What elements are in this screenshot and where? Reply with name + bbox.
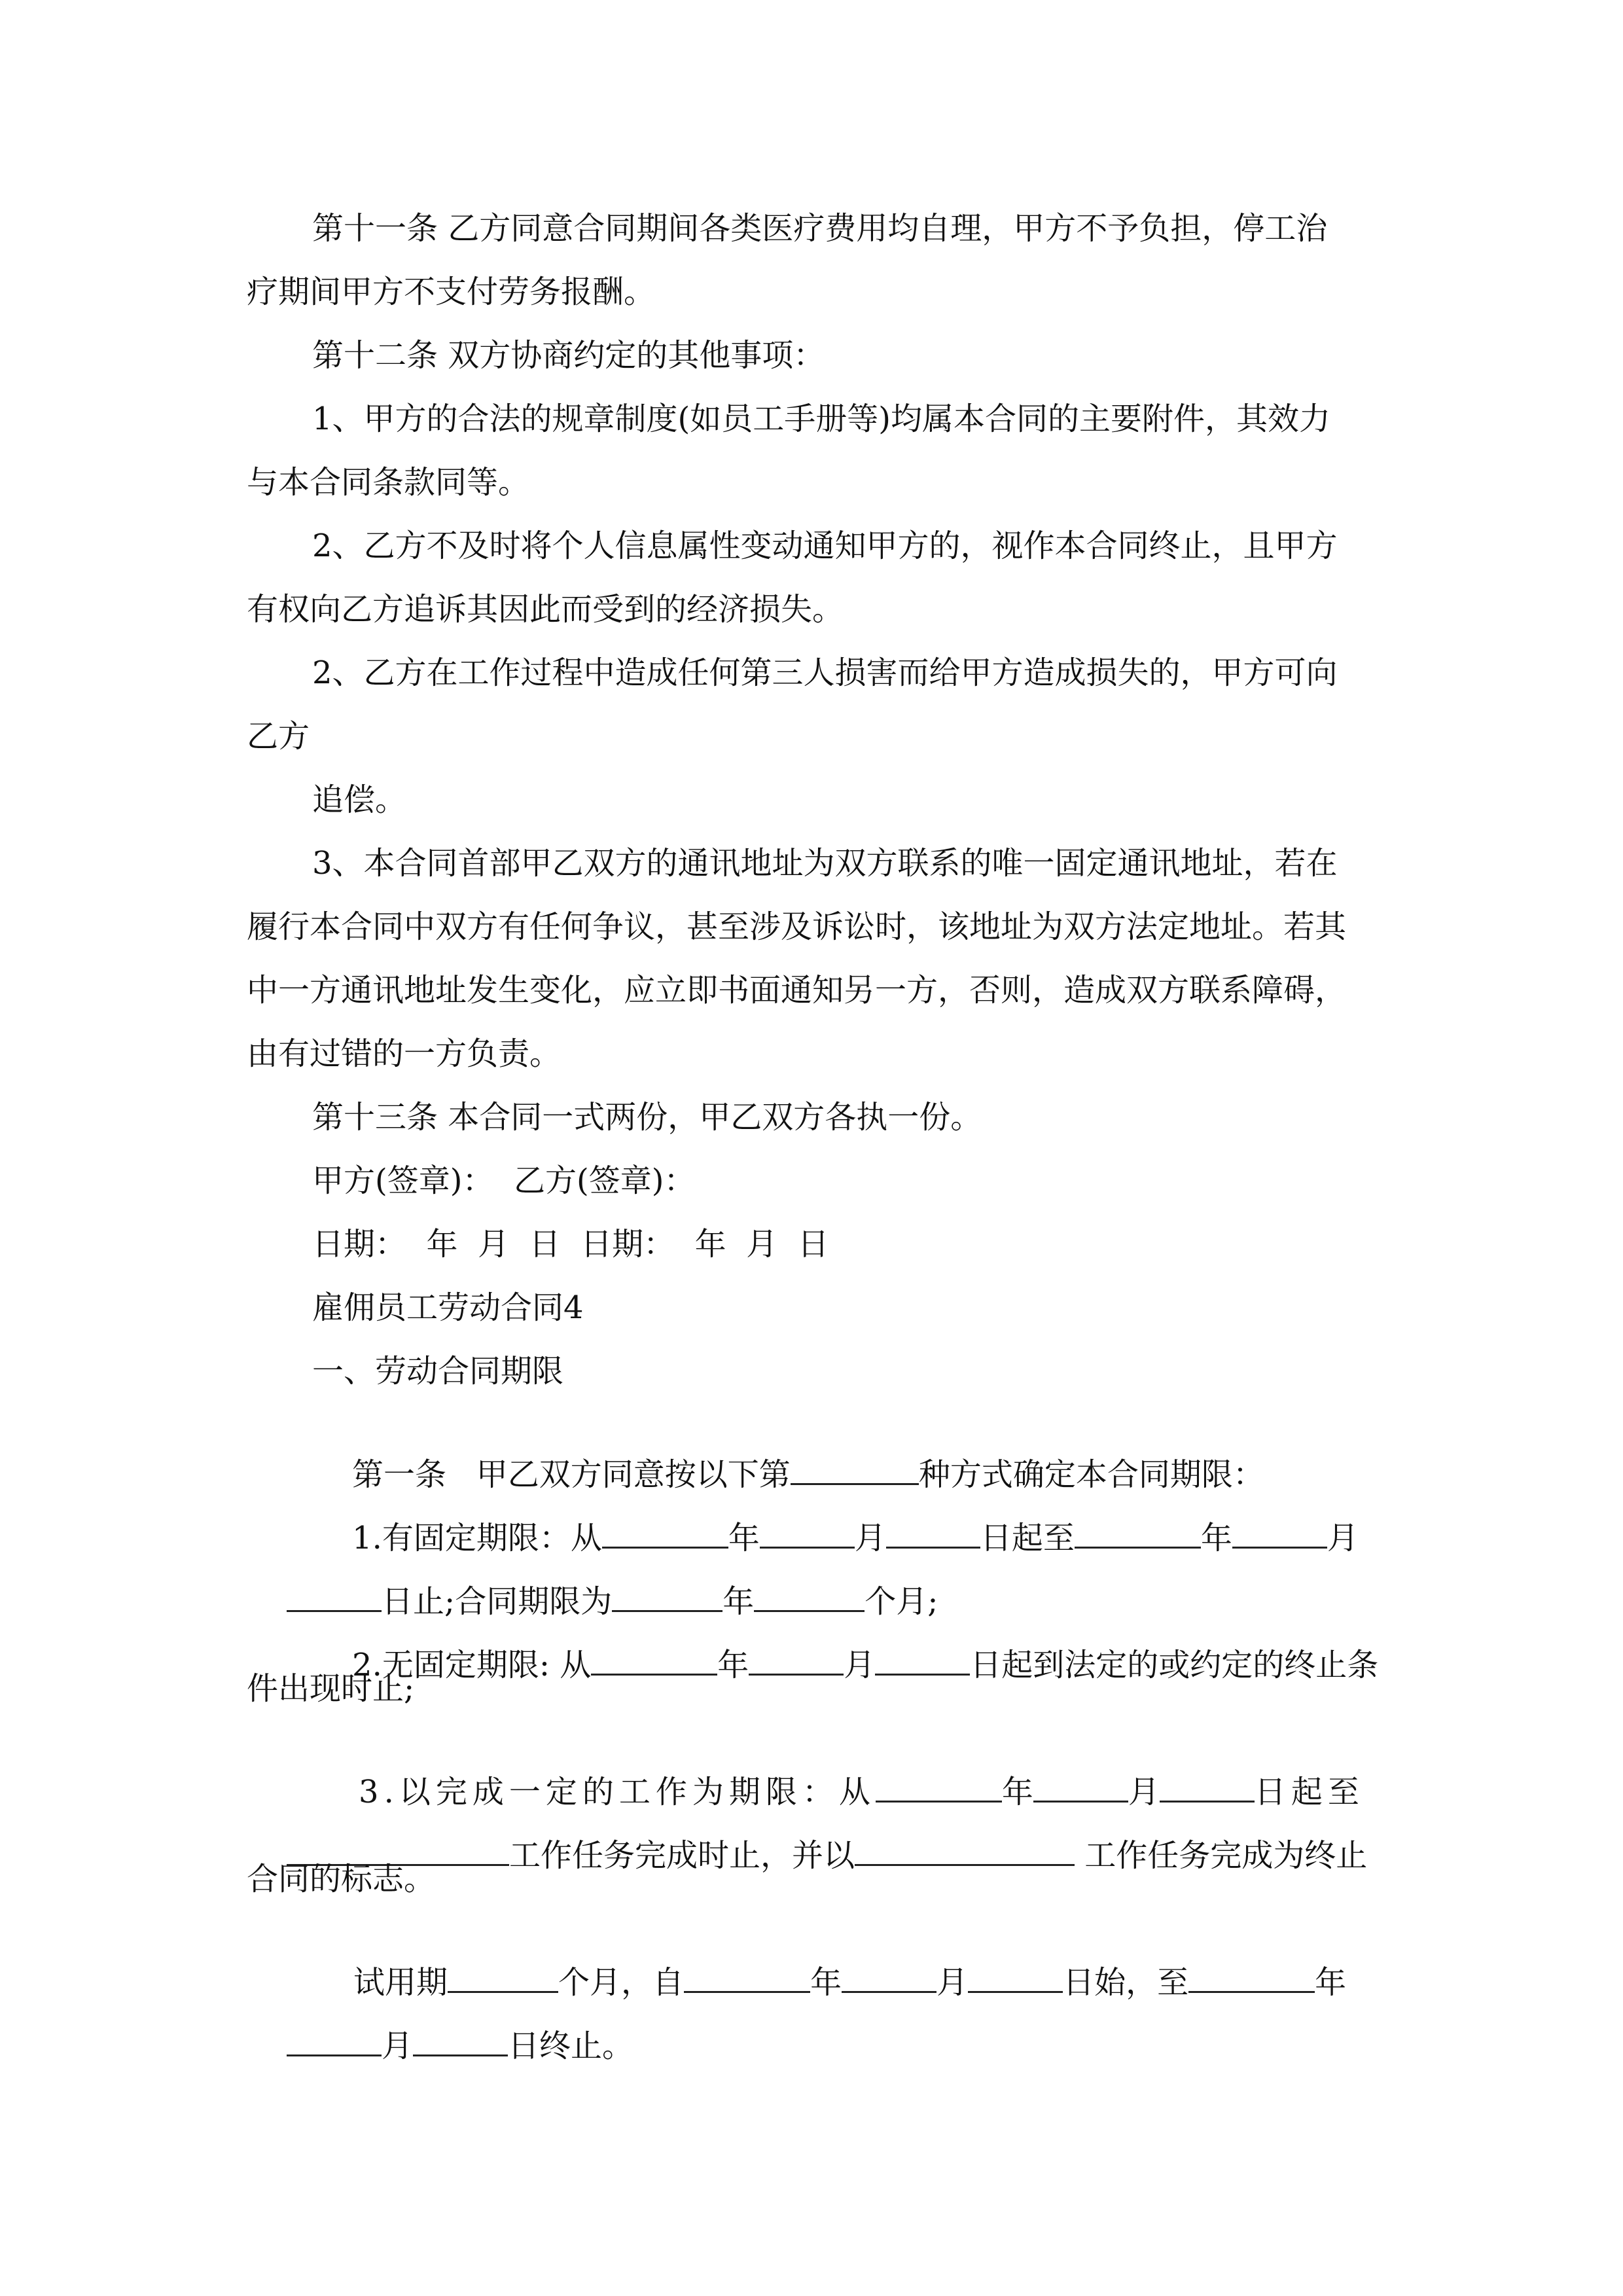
year-label: 年	[728, 1520, 760, 1556]
month-label: 月	[1128, 1774, 1160, 1810]
item-2a-line-1: 2、乙方不及时将个人信息属性变动通知甲方的，视作本合同终止，且甲方	[312, 528, 1338, 564]
item-3-line-1: 3、本合同首部甲乙双方的通讯地址为双方联系的唯一固定通讯地址，若在	[312, 845, 1338, 882]
months-label: 个月;	[865, 1583, 938, 1620]
open-term-from: 2.无固定期限: 从	[352, 1647, 592, 1683]
probation-start-day-blank	[968, 1962, 1063, 1993]
article-12-heading: 第十二条 双方协商约定的其他事项：	[312, 337, 825, 374]
year-label: 年	[722, 1583, 755, 1620]
task-mid-text: 工作任务完成时止，并以	[509, 1837, 855, 1874]
signature-line: 甲方(签章)： 乙方(签章)：	[312, 1162, 696, 1199]
article-11-line-1: 第十一条 乙方同意合同期间各类医疗费用均自理，甲方不予负担，停工治	[312, 210, 1328, 247]
item-3-line-3: 中一方通讯地址发生变化，应立即书面通知另一方，否则，造成双方联系障碍，	[247, 972, 1347, 1009]
item-3-line-4: 由有过错的一方负责。	[247, 1035, 562, 1072]
item-1-line-2: 与本合同条款同等。	[247, 464, 530, 501]
item-3-line-2: 履行本合同中双方有任何争议，甚至涉及诉讼时，该地址为双方法定地址。若其	[247, 908, 1347, 945]
month-label: 月	[1327, 1520, 1359, 1556]
year-label: 年	[810, 1964, 842, 2001]
section-1-heading: 一、劳动合同期限	[312, 1353, 564, 1390]
task-term-line-2	[247, 1796, 1368, 1874]
task-term-from: 3.以完成一定的工作为期限：从	[359, 1774, 876, 1810]
end-year-blank	[1075, 1518, 1201, 1549]
probation-months-from: 个月，自	[558, 1964, 685, 2001]
task-name-blank-2	[855, 1835, 1075, 1866]
probation-start-month-blank	[842, 1962, 936, 1993]
task-term-line-1	[319, 1732, 1364, 1810]
open-term-tail: 日起到法定的或约定的终止条	[970, 1647, 1379, 1683]
year-label: 年	[1001, 1774, 1033, 1810]
date-line: 日期： 年 月 日 日期： 年 月 日	[312, 1226, 829, 1263]
item-2b-line-2: 乙方	[247, 718, 310, 755]
year-label: 年	[1315, 1964, 1347, 2001]
day-from-to-label: 日起至	[980, 1520, 1075, 1556]
probation-start-year-blank	[684, 1962, 810, 1993]
month-label: 月	[382, 2028, 414, 2064]
article-1-prefix: 第一条 甲乙双方同意按以下第	[352, 1456, 791, 1493]
month-label: 月	[854, 1520, 886, 1556]
day-from-to-label: 日起至	[1254, 1774, 1364, 1810]
year-label: 年	[717, 1647, 749, 1683]
task-term-line-3: 合同的标志。	[247, 1861, 436, 1897]
probation-prefix: 试用期	[353, 1964, 448, 2001]
probation-end-month-blank	[287, 2026, 382, 2056]
probation-line-1	[313, 1923, 1347, 2001]
probation-end-day-blank	[413, 2026, 508, 2056]
open-day-blank	[875, 1645, 970, 1676]
day-end-label: 日终止。	[508, 2028, 634, 2064]
day-end-label: 日止;合同期限为	[382, 1583, 613, 1620]
item-1-line-1: 1、甲方的合法的规章制度(如员工手册等)均属本合同的主要附件，其效力	[312, 401, 1330, 437]
month-label: 月	[844, 1647, 876, 1683]
open-term-line-2: 件出现时止;	[247, 1670, 415, 1707]
contract-4-title: 雇佣员工劳动合同4	[312, 1289, 584, 1326]
fixed-term-line-1	[312, 1479, 1359, 1556]
probation-line-2	[247, 1986, 634, 2064]
day-start-to-label: 日始，至	[1063, 1964, 1189, 2001]
task-tail-text: 工作任务完成为终止	[1075, 1837, 1368, 1874]
fixed-term-from: 1.有固定期限：从	[352, 1520, 602, 1556]
article-1-line	[312, 1415, 1264, 1493]
year-label: 年	[1200, 1520, 1232, 1556]
month-label: 月	[936, 1964, 969, 2001]
article-11-line-2: 疗期间甲方不支付劳务报酬。	[247, 274, 656, 310]
item-2b-line-1: 2、乙方在工作过程中造成任何第三人损害而给甲方造成损失的，甲方可向	[312, 655, 1338, 691]
probation-end-year-blank	[1188, 1962, 1315, 1993]
item-2a-line-2: 有权向乙方追诉其因此而受到的经济损失。	[247, 591, 844, 628]
fixed-term-line-2	[247, 1542, 938, 1620]
open-year-blank	[591, 1645, 717, 1676]
article-13: 第十三条 本合同一式两份，甲乙双方各执一份。	[312, 1099, 982, 1136]
open-term-line-1	[312, 1605, 1379, 1683]
article-1-suffix: 种方式确定本合同期限：	[918, 1456, 1264, 1493]
item-2b-line-3: 追偿。	[312, 781, 407, 818]
end-month-blank	[1232, 1518, 1327, 1549]
open-month-blank	[749, 1645, 844, 1676]
